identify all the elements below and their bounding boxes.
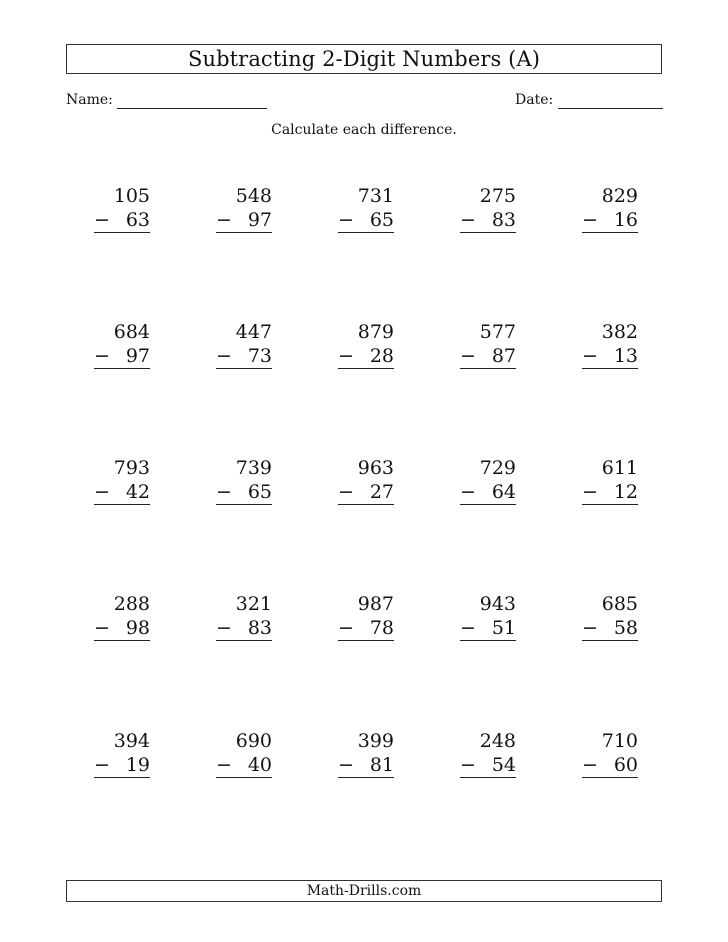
subtrahend: 64	[491, 481, 516, 503]
subtraction-problem	[338, 456, 394, 505]
subtrahend-row	[216, 344, 272, 369]
minuend: 731	[357, 185, 394, 207]
minuend: 548	[235, 185, 272, 207]
subtrahend-row	[216, 208, 272, 233]
subtraction-problem	[460, 184, 516, 233]
minus-sign: −	[338, 345, 354, 367]
instructions: Calculate each difference.	[271, 122, 457, 138]
subtrahend: 98	[125, 617, 150, 639]
subtrahend-row	[94, 480, 150, 505]
minuend: 829	[601, 185, 638, 207]
minus-sign: −	[582, 345, 598, 367]
subtrahend-row	[582, 208, 638, 233]
subtraction-problem	[94, 729, 150, 778]
subtraction-problem	[338, 320, 394, 369]
subtrahend: 63	[125, 209, 150, 231]
subtraction-problem	[338, 729, 394, 778]
footer	[66, 880, 662, 902]
minus-sign: −	[460, 481, 476, 503]
subtrahend: 97	[125, 345, 150, 367]
minus-sign: −	[216, 617, 232, 639]
subtrahend: 65	[247, 481, 272, 503]
subtraction-problem	[94, 184, 150, 233]
subtraction-problem	[216, 729, 272, 778]
subtrahend-row	[338, 480, 394, 505]
minus-sign: −	[94, 754, 110, 776]
subtraction-problem	[94, 456, 150, 505]
minuend: 729	[479, 457, 516, 479]
subtrahend: 58	[613, 617, 638, 639]
subtraction-problem	[216, 320, 272, 369]
subtraction-problem	[582, 184, 638, 233]
subtrahend-row	[460, 616, 516, 641]
minuend: 105	[113, 185, 150, 207]
subtrahend: 16	[613, 209, 638, 231]
subtraction-problem	[460, 456, 516, 505]
minus-sign: −	[582, 481, 598, 503]
subtrahend: 13	[613, 345, 638, 367]
subtraction-problem	[582, 729, 638, 778]
subtrahend-row	[582, 616, 638, 641]
minuend: 288	[113, 593, 150, 615]
minuend: 943	[479, 593, 516, 615]
minuend: 963	[357, 457, 394, 479]
minuend: 248	[479, 730, 516, 752]
minuend: 447	[235, 321, 272, 343]
minus-sign: −	[338, 617, 354, 639]
subtrahend-row	[216, 616, 272, 641]
subtrahend: 54	[491, 754, 516, 776]
footer-text: Math-Drills.com	[306, 883, 422, 899]
minus-sign: −	[582, 209, 598, 231]
subtrahend: 97	[247, 209, 272, 231]
minuend: 710	[601, 730, 638, 752]
subtrahend-row	[582, 480, 638, 505]
minuend: 879	[357, 321, 394, 343]
minus-sign: −	[216, 481, 232, 503]
subtraction-problem	[582, 320, 638, 369]
minus-sign: −	[338, 754, 354, 776]
subtrahend: 27	[369, 481, 394, 503]
minus-sign: −	[94, 209, 110, 231]
subtrahend-row	[94, 753, 150, 778]
worksheet-title-text: Subtracting 2-Digit Numbers (A)	[187, 47, 541, 71]
subtraction-problem	[460, 729, 516, 778]
subtraction-problem	[94, 320, 150, 369]
minus-sign: −	[94, 481, 110, 503]
subtrahend-row	[338, 616, 394, 641]
subtrahend-row	[94, 616, 150, 641]
subtrahend-row	[460, 753, 516, 778]
minuend: 739	[235, 457, 272, 479]
subtrahend: 81	[369, 754, 394, 776]
minus-sign: −	[460, 617, 476, 639]
subtrahend-row	[338, 344, 394, 369]
subtrahend-row	[94, 344, 150, 369]
subtrahend-row	[582, 344, 638, 369]
minuend: 684	[113, 321, 150, 343]
minus-sign: −	[216, 754, 232, 776]
subtrahend: 73	[247, 345, 272, 367]
subtraction-problem	[582, 456, 638, 505]
subtrahend: 78	[369, 617, 394, 639]
minuend: 394	[113, 730, 150, 752]
minuend: 275	[479, 185, 516, 207]
subtrahend-row	[216, 753, 272, 778]
name-label: Name:	[66, 92, 113, 108]
minus-sign: −	[582, 617, 598, 639]
minus-sign: −	[216, 209, 232, 231]
subtrahend: 40	[247, 754, 272, 776]
subtraction-problem	[216, 456, 272, 505]
minus-sign: −	[338, 481, 354, 503]
minuend: 399	[357, 730, 394, 752]
subtraction-problem	[460, 592, 516, 641]
minuend: 611	[601, 457, 638, 479]
minus-sign: −	[338, 209, 354, 231]
subtrahend: 19	[125, 754, 150, 776]
subtrahend: 83	[247, 617, 272, 639]
minuend: 793	[113, 457, 150, 479]
subtrahend: 28	[369, 345, 394, 367]
subtraction-problem	[216, 184, 272, 233]
minus-sign: −	[460, 345, 476, 367]
subtrahend: 12	[613, 481, 638, 503]
subtrahend-row	[338, 753, 394, 778]
subtrahend: 42	[125, 481, 150, 503]
subtraction-problem	[94, 592, 150, 641]
minus-sign: −	[216, 345, 232, 367]
minus-sign: −	[94, 345, 110, 367]
subtrahend-row	[460, 344, 516, 369]
date-label: Date:	[515, 92, 554, 108]
minuend: 685	[601, 593, 638, 615]
subtrahend: 60	[613, 754, 638, 776]
subtrahend-row	[94, 208, 150, 233]
minus-sign: −	[460, 754, 476, 776]
minuend: 577	[479, 321, 516, 343]
subtrahend: 83	[491, 209, 516, 231]
subtrahend-row	[460, 208, 516, 233]
subtrahend-row	[582, 753, 638, 778]
minus-sign: −	[94, 617, 110, 639]
subtrahend-row	[216, 480, 272, 505]
subtraction-problem	[582, 592, 638, 641]
subtraction-problem	[460, 320, 516, 369]
subtraction-problem	[338, 184, 394, 233]
subtraction-problem	[338, 592, 394, 641]
minuend: 987	[357, 593, 394, 615]
subtrahend: 87	[491, 345, 516, 367]
minuend: 321	[235, 593, 272, 615]
subtrahend: 51	[491, 617, 516, 639]
subtrahend-row	[460, 480, 516, 505]
minuend: 690	[235, 730, 272, 752]
minus-sign: −	[582, 754, 598, 776]
minuend: 382	[601, 321, 638, 343]
minus-sign: −	[460, 209, 476, 231]
subtraction-problem	[216, 592, 272, 641]
subtrahend: 65	[369, 209, 394, 231]
subtrahend-row	[338, 208, 394, 233]
